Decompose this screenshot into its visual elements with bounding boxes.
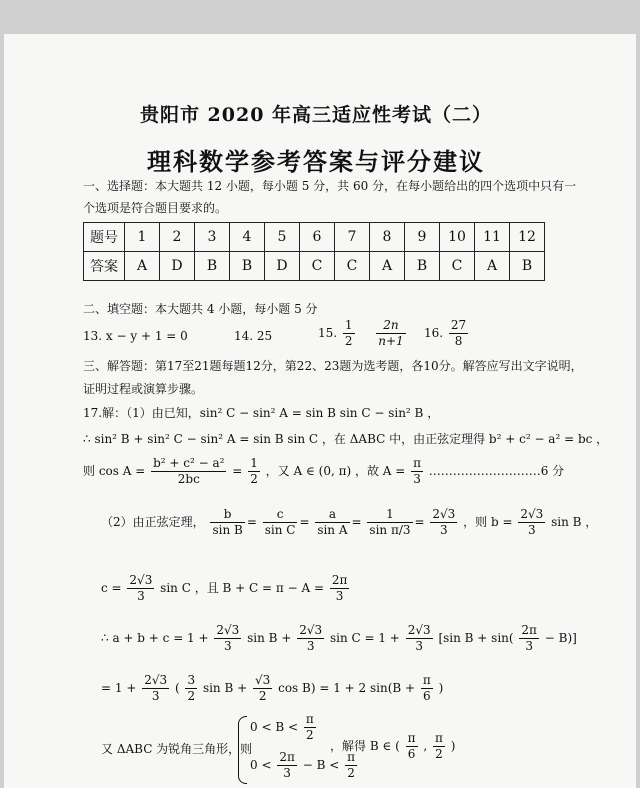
table-cell-answer: C [440, 252, 475, 281]
fraction: $\frac{\text{b² + c² − a²}}{2bc}$ [153, 456, 225, 486]
fraction: $\frac{2\pi}{3}$ [279, 750, 295, 780]
answer-table-header-row [84, 223, 545, 252]
text: sin B + [247, 631, 292, 645]
text: cos B) = 1 + 2 sin(B + [278, 681, 416, 695]
section1-line2: 个选项是符合题目要求的。 [83, 201, 228, 215]
text: 0 < B < [250, 720, 299, 734]
answer-16 [424, 318, 470, 349]
text: c = [101, 581, 122, 595]
q17-line6 [101, 623, 577, 654]
text: − B < [302, 758, 340, 772]
text: − B)] [544, 631, 577, 645]
table-cell-number: 3 [195, 223, 230, 252]
table-cell-number: 10 [440, 223, 475, 252]
table-cell-answer: D [265, 252, 300, 281]
text: sin C ，且 B + C = π − A = [160, 581, 324, 595]
fraction: $\frac{2\pi}{3}$ [521, 623, 537, 653]
table-cell-answer: C [300, 252, 335, 281]
fraction: $\frac{a}{\text{sin A}}$ [317, 507, 348, 537]
table-cell-number: 11 [475, 223, 510, 252]
fraction: $\frac{\pi}{2}$ [435, 731, 443, 761]
score-note: .………………………6 分 [428, 464, 565, 478]
table-cell-answer: B [195, 252, 230, 281]
table-cell-number: 7 [335, 223, 370, 252]
fraction: $\frac{1}{2}$ [344, 318, 353, 348]
text: ，则 b = [463, 515, 513, 529]
text: ( [174, 681, 180, 695]
fraction: $\frac{\pi}{3}$ [413, 456, 422, 486]
text: ) [450, 739, 456, 753]
table-cell-number: 2 [160, 223, 195, 252]
document-subtitle: 理科数学参考答案与评分建议 [147, 147, 485, 176]
table-cell-number: 4 [230, 223, 265, 252]
fraction: $\frac{\pi}{2}$ [347, 750, 355, 780]
fraction: $\frac{2√3}{3}$ [407, 623, 431, 653]
fraction: $\frac{2√3}{3}$ [129, 573, 153, 603]
q17-line4: （2）由正弦定理， $\frac{b}{\text{sin B}}$ = $\frac{c}{\text{sin C}}$ = $\frac{a}{\text{sin A}}$ = $\frac{1}{\text{sin π/3}}$ = $\frac{2√3}{3}$ ，则 b = $\frac{2√3}{3}$ sin B ， [101, 507, 598, 537]
q17-line5 [101, 573, 351, 604]
text: ) [438, 681, 444, 695]
fraction: $\frac{2√3}{3}$ [299, 623, 323, 653]
section3-line1: 三、解答题：第17至21题每题12分，第22、23题为选考题，各10分。解答应写出文字说明， [83, 359, 583, 373]
table-cell-answer: A [475, 252, 510, 281]
section2-heading: 二、填空题：本大题共 4 小题，每小题 5 分 [83, 302, 318, 316]
q17-condition-1 [250, 712, 318, 743]
q17-line3 [83, 456, 564, 487]
q17-line1: 17.解：（1）由已知，sin² C − sin² A = sin B sin C − sin² B ， [83, 406, 440, 420]
document-title: 贵阳市 2020 年高三适应性考试（二） [139, 104, 493, 126]
table-cell-number: 5 [265, 223, 300, 252]
table-cell-number: 12 [510, 223, 545, 252]
fraction: $\frac{2√3}{3}$ [432, 507, 456, 537]
table-cell-answer: A [370, 252, 405, 281]
text: ，又 A ∈ (0, π) ，故 A = [265, 464, 406, 478]
brace [238, 716, 247, 784]
fraction: $\frac{\pi}{6}$ [422, 673, 431, 703]
q17-line8-result [330, 731, 455, 762]
table-cell-answer: B [510, 252, 545, 281]
answer-15-label: 15. [318, 326, 338, 340]
text: = 1 + [101, 681, 137, 695]
table-cell-answer: B [230, 252, 265, 281]
answer-table [83, 222, 545, 281]
table-cell-number: 8 [370, 223, 405, 252]
text: 则 cos A = [83, 464, 146, 478]
fraction: $\frac{1}{2}$ [250, 456, 258, 486]
fraction: $\frac{27}{8}$ [450, 318, 467, 348]
text: （2）由正弦定理， [101, 515, 205, 529]
text: sin C = 1 + [329, 631, 400, 645]
fraction: $\frac{c}{\text{sin C}}$ [264, 507, 296, 537]
table-cell-answer: A [125, 252, 160, 281]
text: sin B ， [551, 515, 598, 529]
fraction: $\frac{2√3}{3}$ [520, 507, 544, 537]
answer-14: 14. 25 [234, 329, 273, 343]
table-cell-answer: B [405, 252, 440, 281]
fraction: $\frac{√3}{2}$ [255, 673, 271, 703]
text: [sin B + sin( [438, 631, 514, 645]
answer-13: 13. x − y + 1 = 0 [83, 329, 188, 343]
answer-table-answer-row [84, 252, 545, 281]
fraction: $\frac{2n}{n+1}$ [378, 318, 404, 348]
table-cell-answer: D [160, 252, 195, 281]
table-cell-number: 6 [300, 223, 335, 252]
text: = [232, 464, 243, 478]
text: ∴ a + b + c = 1 + [101, 631, 209, 645]
text: sin B + [202, 681, 248, 695]
answer-16-label: 16. [424, 326, 444, 340]
text: 0 < [250, 758, 272, 772]
fraction: $\frac{2√3}{3}$ [216, 623, 240, 653]
fraction: $\frac{2\pi}{3}$ [331, 573, 348, 603]
fraction: $\frac{b}{\text{sin B}}$ [212, 507, 243, 537]
section1-line1: 一、选择题：本大题共 12 小题，每小题 5 分，共 60 分，在每小题给出的四个选项中只有一 [83, 179, 577, 193]
fraction: $\frac{3}{2}$ [187, 673, 196, 703]
table-header-label: 题号 [84, 223, 125, 252]
q17-line2: ∴ sin² B + sin² C − sin² A = sin B sin C ，在 ΔABC 中，由正弦定理得 b² + c² − a² = bc ， [83, 432, 609, 446]
fraction: $\frac{1}{\text{sin π/3}}$ [369, 507, 411, 537]
fraction: $\frac{\pi}{2}$ [305, 712, 314, 742]
table-cell-number: 9 [405, 223, 440, 252]
fraction: $\frac{2√3}{3}$ [144, 673, 168, 703]
text: , [423, 739, 428, 753]
q17-line8-lead: 又 ΔABC 为锐角三角形，则 [101, 742, 253, 756]
answer-15 [318, 318, 408, 349]
table-answer-label: 答案 [84, 252, 125, 281]
fraction: $\frac{\pi}{6}$ [407, 731, 416, 761]
q17-line7 [101, 673, 443, 704]
table-cell-number: 1 [125, 223, 160, 252]
section3-line2: 证明过程或演算步骤。 [83, 382, 204, 396]
text: ，解得 B ∈ ( [330, 739, 400, 753]
table-cell-answer: C [335, 252, 370, 281]
